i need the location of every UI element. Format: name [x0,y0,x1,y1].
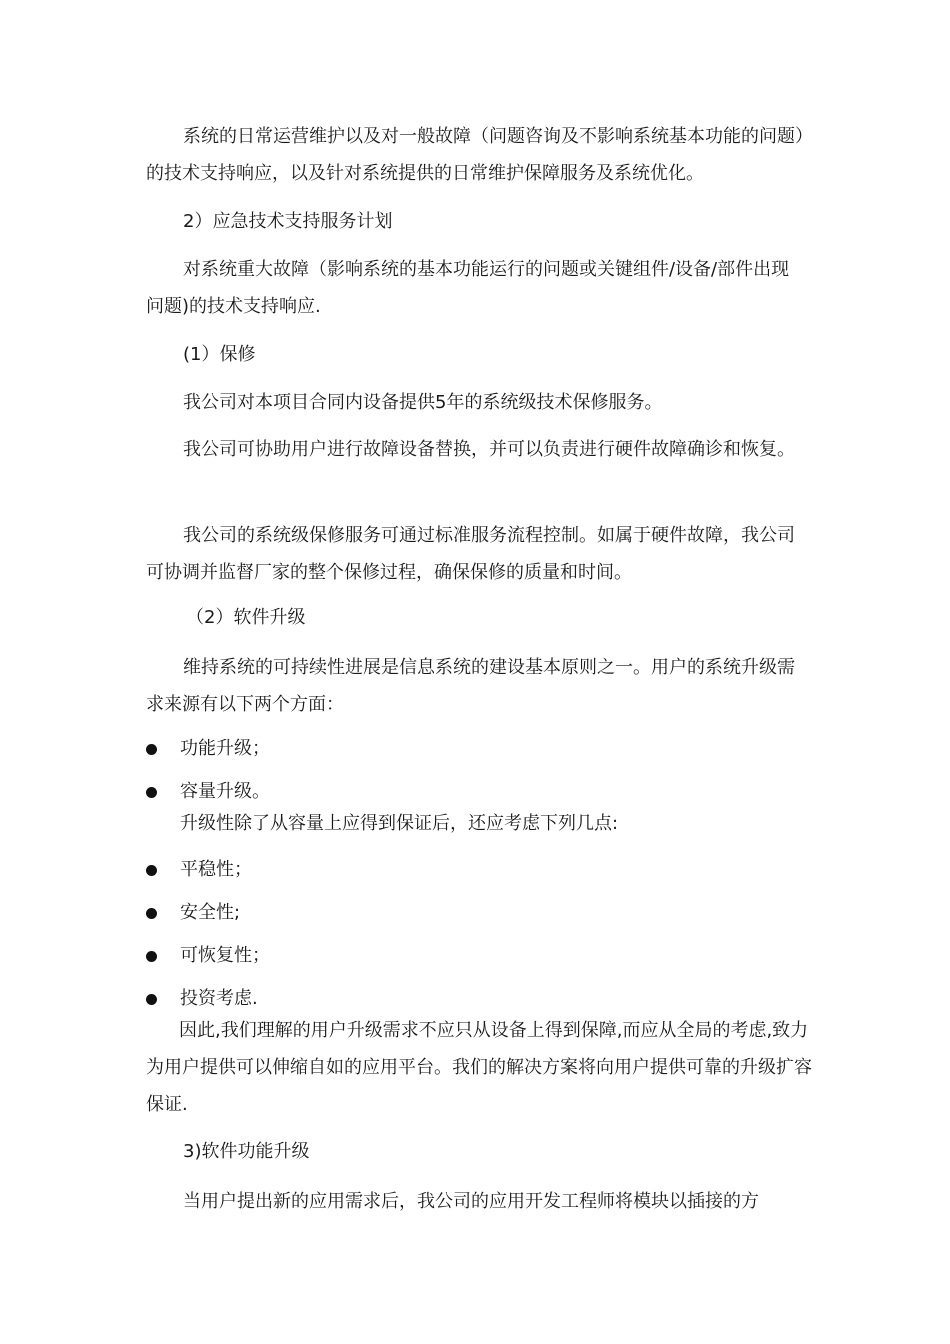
list-item: 安全性; [180,902,241,923]
list-item: 可恢复性； [180,945,270,966]
bullet-dot [146,951,157,962]
paragraph-new-requirements: 当用户提出新的应用需求后，我公司的应用开发工程师将模块以插接的方 [183,1191,759,1212]
heading-software-function-upgrade: 3)软件功能升级 [183,1141,310,1162]
paragraph-daily-maintenance: 系统的日常运营维护以及对一般故障（问题咨询及不影响系统基本功能的问题）的技术支持响应，以及针对系统提供的日常维护保障服务及系统优化。 [146,126,804,184]
heading-emergency-support: 2）应急技术支持服务计划 [183,211,393,232]
list-item: 功能升级； [180,738,270,759]
heading-software-upgrade: （2）软件升级 [186,607,306,628]
bullet-dot [146,787,157,798]
heading-warranty: (1）保修 [183,344,256,365]
list-item: 平稳性； [180,859,252,880]
paragraph-major-fault: 对系统重大故障（影响系统的基本功能运行的问题或关键组件/设备/部件出现问题)的技术支持响应. [146,259,790,317]
paragraph-upgrade-sources: 维持系统的可持续性进展是信息系统的建设基本原则之一。用户的系统升级需求来源有以下两个方面： [146,657,795,715]
bullet-dot [146,865,157,876]
paragraph-warranty-process: 我公司的系统级保修服务可通过标准服务流程控制。如属于硬件故障，我公司可协调并监督厂家的整个保修过程，确保保修的质量和时间。 [146,525,795,583]
bullet-dot [146,994,157,1005]
bullet-dot [146,744,157,755]
list-item: 投资考虑. [180,988,258,1009]
list-item: 容量升级。 [180,781,270,802]
paragraph-upgrade-needs: 因此,我们理解的用户升级需求不应只从设备上得到保障,而应从全局的考虑,致力为用户提供可以伸缩自如的应用平台。我们的解决方案将向用户提供可靠的升级扩容保证. [146,1020,812,1115]
paragraph-upgrade-considerations: 升级性除了从容量上应得到保证后，还应考虑下列几点: [180,813,619,834]
paragraph-fault-replacement: 我公司可协助用户进行故障设备替换，并可以负责进行硬件故障确诊和恢复。 [183,439,795,460]
bullet-dot [146,908,157,919]
paragraph-warranty-years: 我公司对本项目合同内设备提供5年的系统级技术保修服务。 [183,392,663,413]
